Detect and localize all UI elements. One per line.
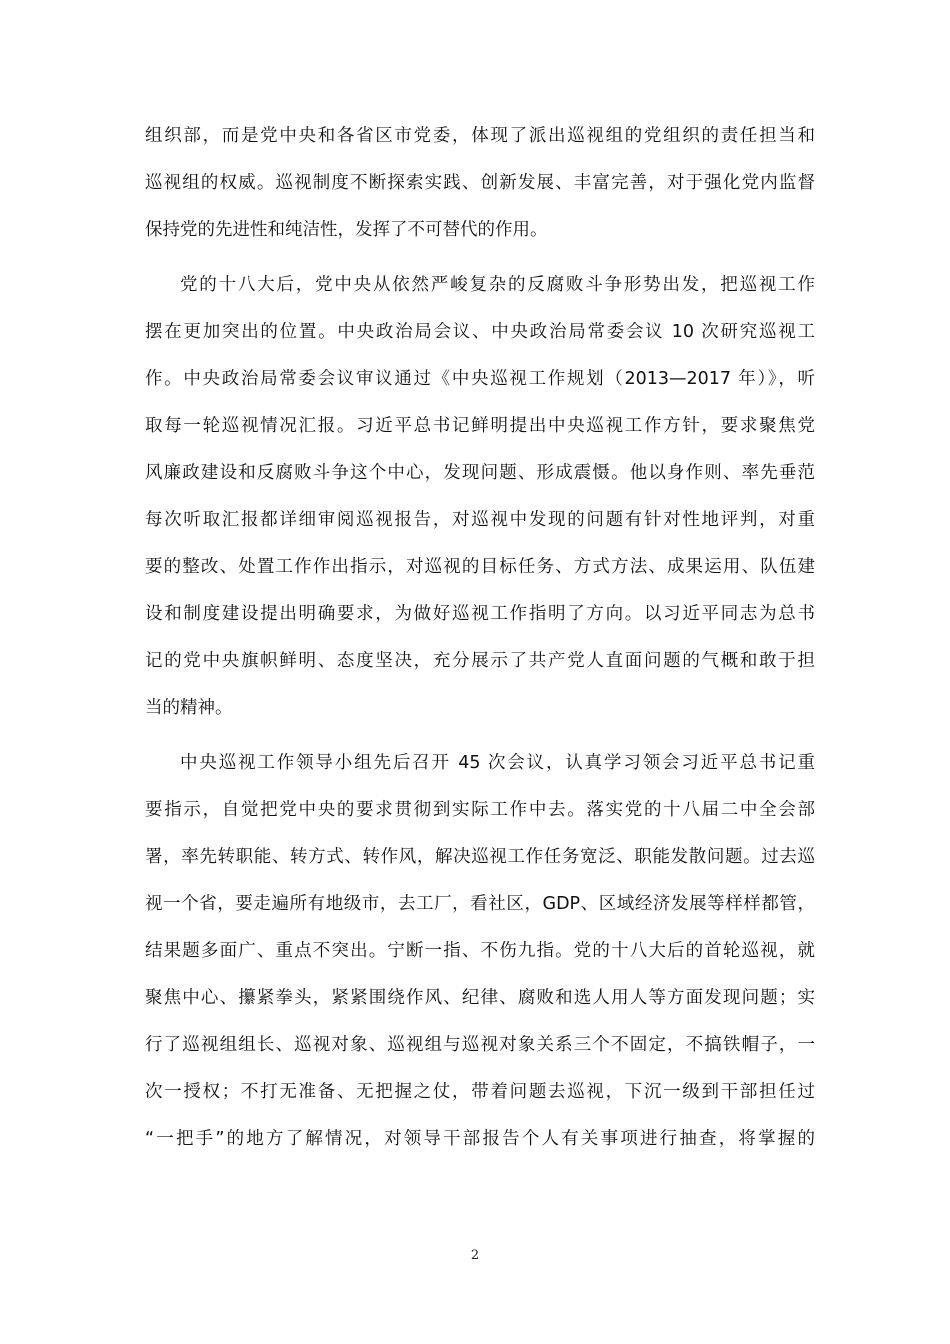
text-line: 行了巡视组组长、巡视对象、巡视组与巡视对象关系三个不固定，不搞铁帽子，一 bbox=[145, 1035, 815, 1055]
text-line: 摆在更加突出的位置。中央政治局会议、中央政治局常委会议 10 次研究巡视工 bbox=[145, 322, 815, 342]
text-line: 党的十八大后，党中央从依然严峻复杂的反腐败斗争形势出发，把巡视工作 bbox=[180, 275, 815, 295]
text-line: 结果题多面广、重点不突出。宁断一指、不伤九指。党的十八大后的首轮巡视，就 bbox=[145, 941, 815, 961]
text-line: 作。中央政治局常委会议审议通过《中央巡视工作规划（2013—2017 年）》，听 bbox=[145, 369, 815, 389]
text-line: 风廉政建设和反腐败斗争这个中心，发现问题、形成震慑。他以身作则、率先垂范 bbox=[145, 463, 815, 483]
text-line: 视一个省，要走遍所有地级市，去工厂，看社区，GDP、区域经济发展等样样都管， bbox=[145, 894, 815, 914]
text-line: 取每一轮巡视情况汇报。习近平总书记鲜明提出中央巡视工作方针，要求聚焦党 bbox=[145, 416, 815, 436]
text-line: 要的整改、处置工作作出指示，对巡视的目标任务、方式方法、成果运用、队伍建 bbox=[145, 557, 815, 577]
text-line: 巡视组的权威。巡视制度不断探索实践、创新发展、丰富完善，对于强化党内监督 bbox=[145, 173, 815, 193]
text-line: 记的党中央旗帜鲜明、态度坚决，充分展示了共产党人直面问题的气概和敢于担 bbox=[145, 651, 815, 671]
text-line: 设和制度建设提出明确要求，为做好巡视工作指明了方向。以习近平同志为总书 bbox=[145, 604, 815, 624]
text-line: 当的精神。 bbox=[145, 698, 233, 718]
text-line: “一把手”的地方了解情况，对领导干部报告个人有关事项进行抽查，将掌握的 bbox=[145, 1129, 815, 1149]
text-line: 组织部，而是党中央和各省区市党委，体现了派出巡视组的党组织的责任担当和 bbox=[145, 126, 815, 146]
text-line: 聚焦中心、攥紧拳头，紧紧围绕作风、纪律、腐败和选人用人等方面发现问题；实 bbox=[145, 988, 815, 1008]
text-line: 署，率先转职能、转方式、转作风，解决巡视工作任务宽泛、职能发散问题。过去巡 bbox=[145, 847, 815, 867]
text-line: 中央巡视工作领导小组先后召开 45 次会议，认真学习领会习近平总书记重 bbox=[180, 753, 815, 773]
page-number: 2 bbox=[470, 1248, 480, 1263]
text-line: 每次听取汇报都详细审阅巡视报告，对巡视中发现的问题有针对性地评判，对重 bbox=[145, 510, 815, 530]
text-line: 次一授权；不打无准备、无把握之仗，带着问题去巡视，下沉一级到干部担任过 bbox=[145, 1082, 815, 1102]
text-line: 保持党的先进性和纯洁性，发挥了不可替代的作用。 bbox=[145, 220, 548, 240]
text-line: 要指示，自觉把党中央的要求贯彻到实际工作中去。落实党的十八届二中全会部 bbox=[145, 800, 815, 820]
